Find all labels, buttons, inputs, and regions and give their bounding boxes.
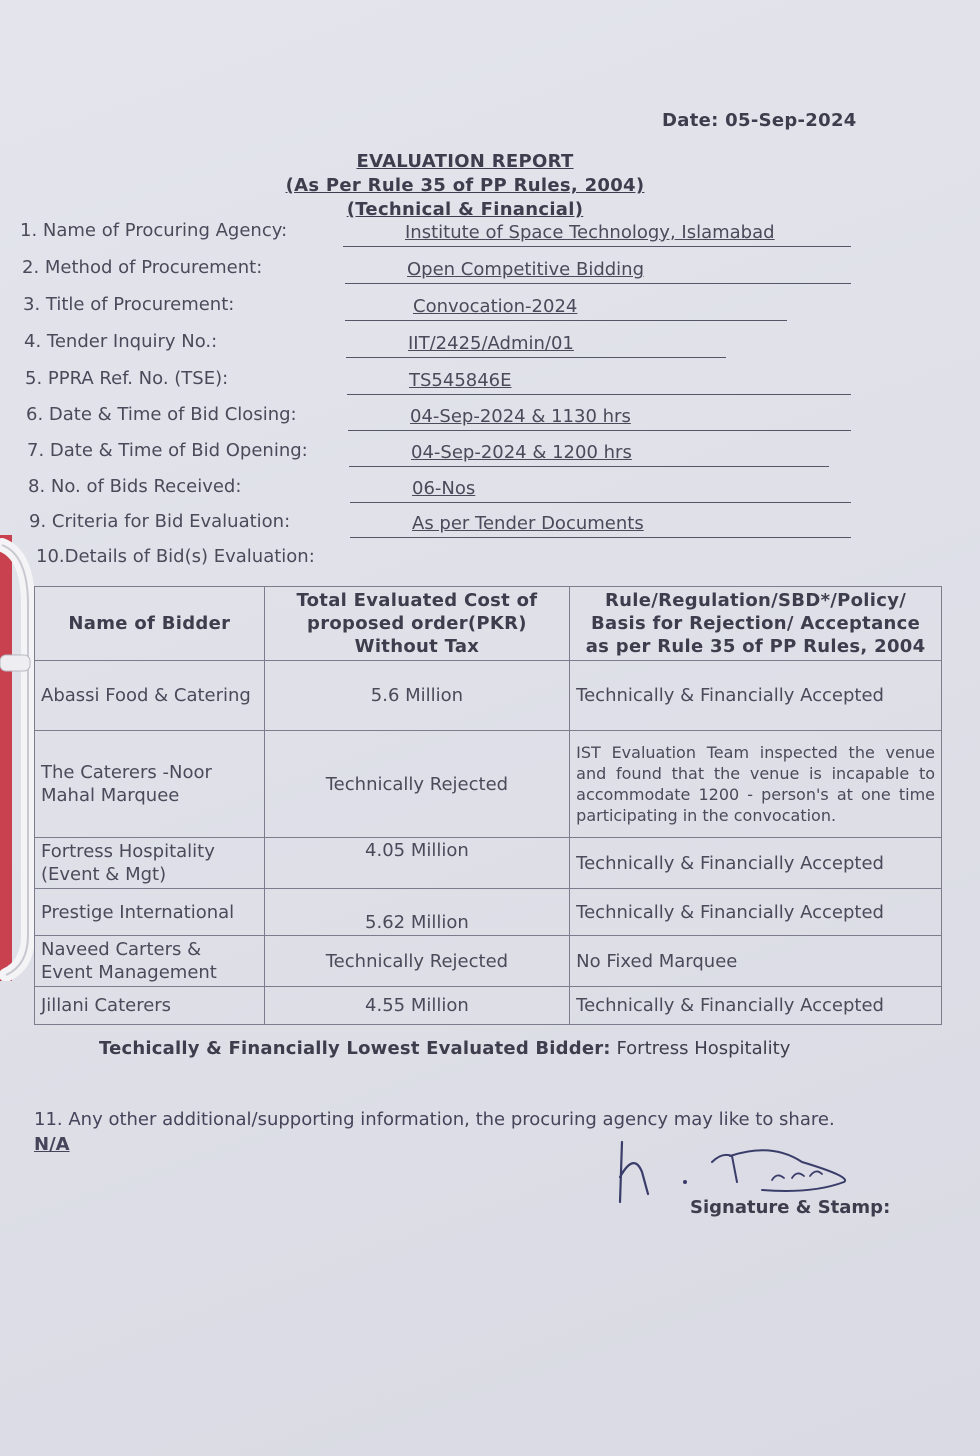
report-title bbox=[200, 150, 730, 222]
bid-cost: 5.6 Million bbox=[264, 661, 569, 731]
field-procuring-agency bbox=[20, 220, 860, 250]
bid-basis: IST Evaluation Team inspected the venue and found that the venue is incapable to accommodate 1200 - person's at one time participating in the convocation. bbox=[570, 731, 942, 838]
field-value: TS545846E bbox=[409, 370, 512, 391]
title-line-1: EVALUATION REPORT bbox=[356, 151, 574, 172]
table-row bbox=[35, 936, 942, 987]
field-value-line bbox=[350, 513, 851, 538]
field-value-line bbox=[345, 259, 851, 284]
field-tender-inquiry bbox=[20, 331, 860, 361]
bid-cost: Technically Rejected bbox=[264, 731, 569, 838]
field-label: 7. Date & Time of Bid Opening: bbox=[27, 440, 308, 461]
additional-info-text: 11. Any other additional/supporting information, the procuring agency may like to share. bbox=[34, 1109, 835, 1130]
field-label: 8. No. of Bids Received: bbox=[28, 476, 242, 497]
bidder-name: Prestige International bbox=[35, 889, 265, 936]
bid-basis: Technically & Financially Accepted bbox=[570, 889, 942, 936]
field-value-line bbox=[343, 222, 851, 247]
field-value-line bbox=[346, 333, 726, 358]
field-label: 2. Method of Procurement: bbox=[22, 257, 263, 278]
table-row bbox=[35, 731, 942, 838]
additional-info-value: N/A bbox=[34, 1134, 70, 1155]
bid-cost: Technically Rejected bbox=[264, 936, 569, 987]
bidder-name: The Caterers -Noor Mahal Marquee bbox=[35, 731, 265, 838]
bidder-name: Fortress Hospitality (Event & Mgt) bbox=[35, 838, 265, 889]
bid-basis: No Fixed Marquee bbox=[570, 936, 942, 987]
field-label: 1. Name of Procuring Agency: bbox=[20, 220, 288, 241]
title-line-2: (As Per Rule 35 of PP Rules, 2004) bbox=[285, 175, 645, 196]
field-value: IIT/2425/Admin/01 bbox=[408, 333, 574, 354]
field-value-line bbox=[350, 478, 851, 503]
table-row bbox=[35, 838, 942, 889]
title-line-3: (Technical & Financial) bbox=[346, 199, 584, 220]
report-date: Date: 05-Sep-2024 bbox=[662, 110, 857, 131]
lowest-bidder-value: Fortress Hospitality bbox=[616, 1038, 791, 1059]
field-value: Open Competitive Bidding bbox=[407, 259, 645, 280]
bid-evaluation-table bbox=[34, 586, 942, 1025]
field-title bbox=[20, 294, 860, 324]
table-row bbox=[35, 987, 942, 1025]
bidder-name: Naveed Carters & Event Management bbox=[35, 936, 265, 987]
bid-cost: 4.05 Million bbox=[264, 838, 569, 889]
field-label: 10.Details of Bid(s) Evaluation: bbox=[36, 546, 315, 567]
table-row bbox=[35, 889, 942, 936]
table-header-row bbox=[35, 587, 942, 661]
signature-stamp-label: Signature & Stamp: bbox=[690, 1197, 891, 1218]
bidder-name: Jillani Caterers bbox=[35, 987, 265, 1025]
table-row bbox=[35, 661, 942, 731]
field-value: 04-Sep-2024 & 1200 hrs bbox=[411, 442, 632, 463]
header-total-cost: Total Evaluated Cost of proposed order(PKR) Without Tax bbox=[264, 587, 569, 661]
bid-basis: Technically & Financially Accepted bbox=[570, 661, 942, 731]
bid-basis: Technically & Financially Accepted bbox=[570, 987, 942, 1025]
bid-cost: 4.55 Million bbox=[264, 987, 569, 1025]
field-value-line bbox=[349, 442, 829, 467]
field-criteria bbox=[20, 511, 860, 541]
field-value: Convocation-2024 bbox=[413, 296, 578, 317]
field-ppra-ref bbox=[20, 368, 860, 398]
field-value-line bbox=[348, 406, 851, 431]
field-value: Institute of Space Technology, Islamabad bbox=[405, 222, 775, 243]
field-label: 3. Title of Procurement: bbox=[23, 294, 235, 315]
field-value: As per Tender Documents bbox=[412, 513, 644, 534]
lowest-bidder-line bbox=[99, 1038, 790, 1059]
header-basis: Rule/Regulation/SBD*/Policy/ Basis for Rejection/ Acceptance as per Rule 35 of PP Rules, 2004 bbox=[570, 587, 942, 661]
field-label: 9. Criteria for Bid Evaluation: bbox=[29, 511, 291, 532]
lowest-bidder-label: Techically & Financially Lowest Evaluated Bidder: bbox=[99, 1038, 611, 1059]
binder-clip-icon bbox=[0, 535, 36, 981]
field-label: 6. Date & Time of Bid Closing: bbox=[26, 404, 297, 425]
field-label: 5. PPRA Ref. No. (TSE): bbox=[25, 368, 229, 389]
field-bid-opening bbox=[20, 440, 860, 470]
field-bid-details bbox=[20, 546, 860, 576]
field-value-line bbox=[345, 296, 787, 321]
field-bids-received bbox=[20, 476, 860, 506]
field-bid-closing bbox=[20, 404, 860, 434]
header-bidder-name: Name of Bidder bbox=[35, 587, 265, 661]
field-label: 4. Tender Inquiry No.: bbox=[24, 331, 218, 352]
field-value-line bbox=[347, 370, 851, 395]
bidder-name: Abassi Food & Catering bbox=[35, 661, 265, 731]
field-value: 06-Nos bbox=[412, 478, 476, 499]
field-value: 04-Sep-2024 & 1130 hrs bbox=[410, 406, 631, 427]
field-method bbox=[20, 257, 860, 287]
bid-cost: 5.62 Million bbox=[264, 889, 569, 936]
bid-basis: Technically & Financially Accepted bbox=[570, 838, 942, 889]
